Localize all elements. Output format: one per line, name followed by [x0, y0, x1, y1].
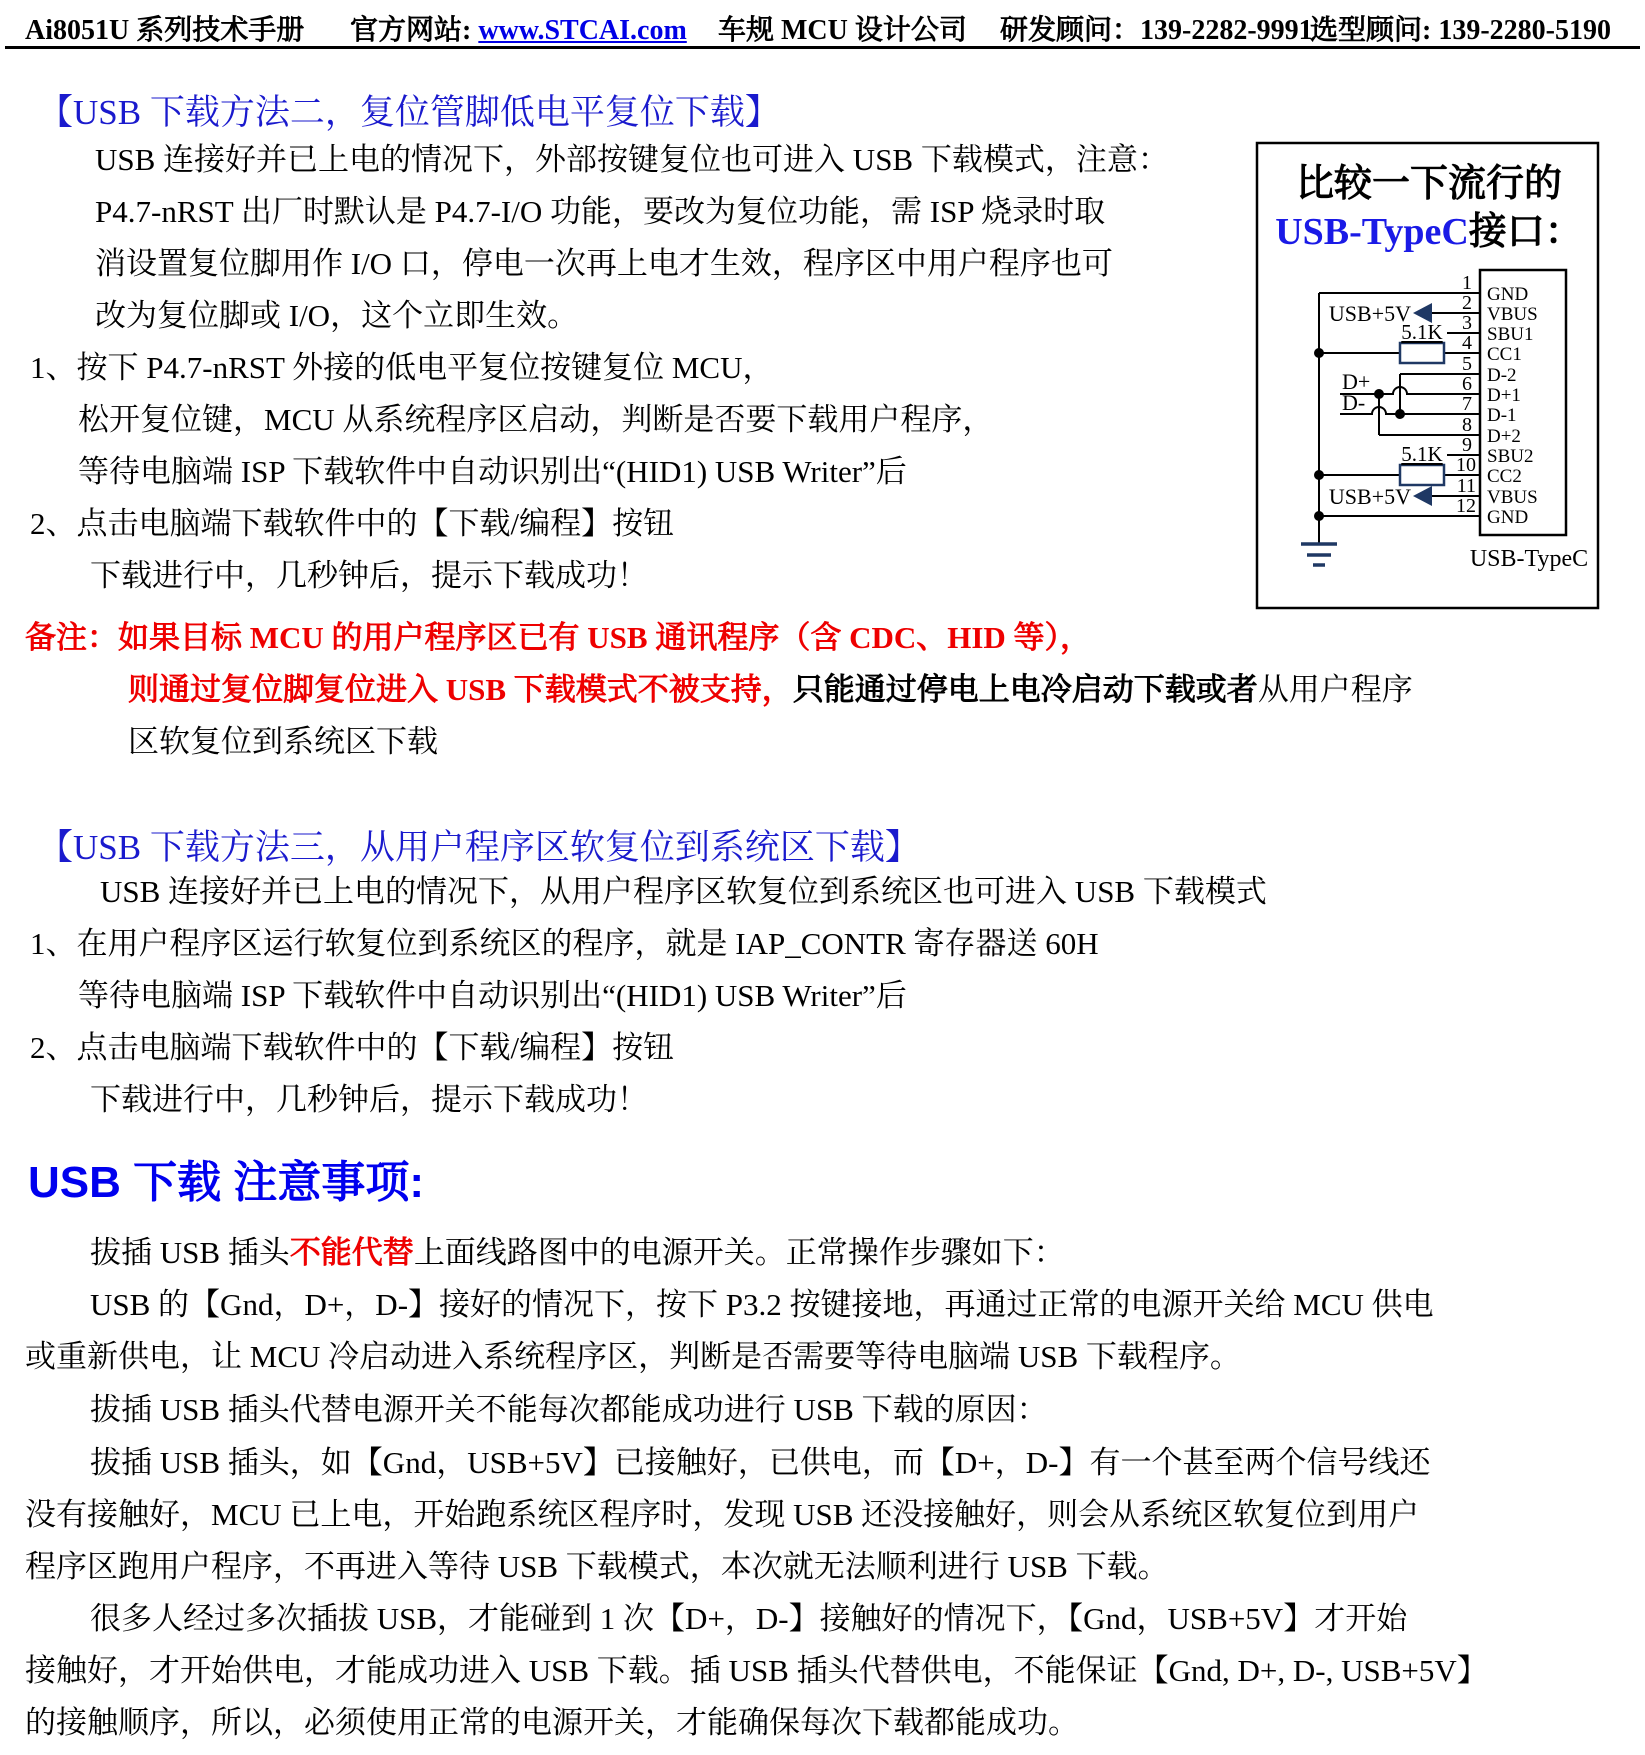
diagram-title-line1: 比较一下流行的	[1295, 163, 1563, 205]
header-divider	[5, 46, 1640, 49]
note-line-1: 备注：如果目标 MCU 的用户程序区已有 USB 通讯程序（含 CDC、HID 等），	[25, 620, 1092, 655]
notice-line-3: 或重新供电，让 MCU 冷启动进入系统程序区，判断是否需要等待电脑端 USB 下载程序。	[25, 1339, 1241, 1374]
site-link[interactable]: www.STCAI.com	[478, 15, 687, 46]
company-name: 车规 MCU 设计公司	[718, 15, 967, 46]
diagram-title-line2: USB-TypeC接口：	[1275, 211, 1583, 253]
svg-text:9: 9	[1462, 434, 1472, 456]
pin-names	[1487, 284, 1538, 528]
method2-para-line-3: 消设置复位脚用作 I/O 口，停电一次再上电才生效，程序区中用户程序也可	[95, 246, 1113, 281]
method2-step1-line-2: 松开复位键，MCU 从系统程序区启动，判断是否要下载用户程序，	[78, 402, 994, 437]
svg-text:VBUS: VBUS	[1487, 487, 1538, 508]
svg-text:10: 10	[1456, 454, 1476, 476]
resistor-cc2-value: 5.1K	[1401, 442, 1443, 466]
svg-text:6: 6	[1462, 373, 1472, 395]
method2-step2-line-2: 下载进行中，几秒钟后，提示下载成功！	[90, 558, 648, 593]
notice-line-10: 的接触顺序，所以，必须使用正常的电源开关，才能确保每次下载都能成功。	[25, 1705, 1079, 1740]
sel-contact: 选型顾问: 139-2280-5190	[1310, 15, 1611, 46]
ground-icon	[1301, 544, 1337, 565]
note-line2-red: 则通过复位脚复位进入 USB 下载模式不被支持，	[128, 672, 793, 707]
method2-step1-line-3: 等待电脑端 ISP 下载软件中自动识别出“(HID1) USB Writer”后	[78, 454, 907, 489]
svg-text:D-2: D-2	[1487, 365, 1517, 386]
svg-text:3: 3	[1462, 312, 1472, 334]
resistor-cc2	[1400, 465, 1444, 485]
method3-step1-line-1: 1、在用户程序区运行软复位到系统区的程序，就是 IAP_CONTR 寄存器送 60H	[30, 926, 1099, 961]
method3-step2-line-2: 下载进行中，几秒钟后，提示下载成功！	[90, 1082, 648, 1117]
notice-l1-pre: 拔插 USB 插头	[90, 1235, 290, 1270]
resistor-cc1-value: 5.1K	[1401, 320, 1443, 344]
svg-text:CC2: CC2	[1487, 466, 1522, 487]
method2-step1-line-1: 1、按下 P4.7-nRST 外接的低电平复位按键复位 MCU，	[30, 350, 774, 385]
usb5v-top-label: USB+5V	[1328, 301, 1411, 326]
method2-step2-line-1: 2、点击电脑端下载软件中的【下载/编程】按钮	[30, 506, 675, 541]
notice-line-6: 没有接触好，MCU 已上电，开始跑系统区程序时，发现 USB 还没接触好，则会从系统区软复位到用户	[25, 1497, 1420, 1532]
svg-text:11: 11	[1456, 475, 1476, 497]
svg-text:8: 8	[1462, 414, 1472, 436]
svg-text:GND: GND	[1487, 507, 1529, 528]
svg-text:SBU2: SBU2	[1487, 446, 1534, 467]
method2-para-line-1: USB 连接好并已上电的情况下，外部按键复位也可进入 USB 下载模式，注意：	[95, 142, 1169, 177]
connector-type-label: USB-TypeC	[1469, 546, 1589, 572]
svg-text:5: 5	[1462, 353, 1472, 375]
svg-text:GND: GND	[1487, 284, 1529, 305]
site-label: 官方网站:	[350, 15, 479, 46]
rd-contact: 研发顾问：139-2282-9991	[1000, 15, 1313, 46]
method3-title: 【USB 下载方法三，从用户程序区软复位到系统区下载】	[38, 828, 920, 867]
svg-text:4: 4	[1462, 332, 1472, 354]
note-line-3: 区软复位到系统区下载	[128, 724, 438, 759]
notice-line-4: 拔插 USB 插头代替电源开关不能每次都能成功进行 USB 下载的原因：	[90, 1392, 1048, 1427]
notice-line-9: 接触好，才开始供电，才能成功进入 USB 下载。插 USB 插头代替供电，不能保证【Gnd, D+, D-, USB+5V】	[25, 1653, 1488, 1688]
svg-text:CC1: CC1	[1487, 344, 1522, 365]
method2-title: 【USB 下载方法二，复位管脚低电平复位下载】	[38, 93, 780, 132]
notice-line-5: 拔插 USB 插头，如【Gnd，USB+5V】已接触好，已供电，而【D+，D-】有一个甚至两个信号线还	[90, 1445, 1431, 1480]
arrow-left-icon	[1413, 486, 1432, 506]
svg-text:D+2: D+2	[1487, 426, 1521, 447]
note-line2-bold: 只能通过停电上电冷启动下载或者	[792, 672, 1258, 707]
svg-text:D-1: D-1	[1487, 405, 1517, 426]
notice-l1-red: 不能代替	[289, 1235, 414, 1270]
svg-text:7: 7	[1462, 393, 1472, 415]
method3-step1-line-2: 等待电脑端 ISP 下载软件中自动识别出“(HID1) USB Writer”后	[78, 978, 907, 1013]
svg-text:2: 2	[1462, 292, 1472, 314]
dminus-label: D-	[1342, 390, 1366, 415]
dplus-label: D+	[1342, 369, 1371, 394]
doc-title: Ai8051U 系列技术手册	[25, 15, 305, 46]
svg-text:D+1: D+1	[1487, 385, 1521, 406]
resistor-cc1	[1400, 343, 1444, 363]
notice-l1-post: 上面线路图中的电源开关。正常操作步骤如下：	[413, 1235, 1065, 1270]
method2-para-line-2: P4.7-nRST 出厂时默认是 P4.7-I/O 功能，要改为复位功能，需 ISP 烧录时取	[95, 194, 1106, 229]
svg-text:1: 1	[1462, 272, 1472, 294]
notice-line-1	[90, 1233, 1065, 1273]
notice-line-7: 程序区跑用户程序，不再进入等待 USB 下载模式，本次就无法顺利进行 USB 下载。	[25, 1549, 1169, 1584]
notice-line-2: USB 的【Gnd，D+，D-】接好的情况下，按下 P3.2 按键接地，再通过正常的电源开关给 MCU 供电	[90, 1287, 1434, 1322]
notice-line-8: 很多人经过多次插拔 USB，才能碰到 1 次【D+，D-】接触好的情况下，【Gnd，USB+5V】才开始	[90, 1601, 1408, 1636]
svg-text:12: 12	[1456, 495, 1476, 517]
note-line-2	[128, 664, 1413, 709]
svg-text:VBUS: VBUS	[1487, 304, 1538, 325]
svg-text:SBU1: SBU1	[1487, 324, 1534, 345]
notice-heading: USB 下载 注意事项:	[28, 1158, 424, 1207]
method3-step2-line-1: 2、点击电脑端下载软件中的【下载/编程】按钮	[30, 1030, 675, 1065]
official-site	[350, 8, 687, 48]
usb5v-bottom-label: USB+5V	[1328, 484, 1411, 509]
usb-typec-diagram	[1250, 140, 1610, 620]
method2-para-line-4: 改为复位脚或 I/O，这个立即生效。	[95, 298, 579, 333]
method3-para: USB 连接好并已上电的情况下，从用户程序区软复位到系统区也可进入 USB 下载模式	[100, 874, 1267, 909]
note-line2-normal: 从用户程序	[1257, 672, 1413, 707]
